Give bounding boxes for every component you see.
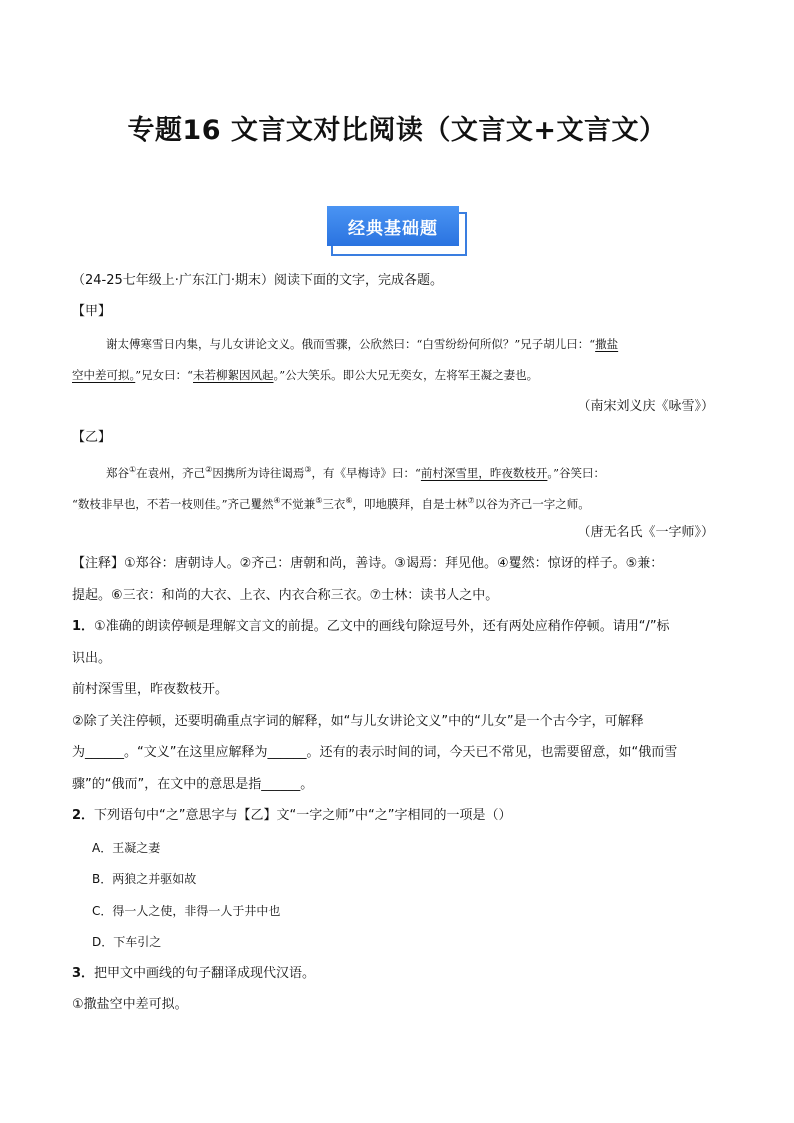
page-title: 专题16 文言文对比阅读（文言文+文言文） (127, 115, 667, 146)
intro-line: （24-25七年级上·广东江门·期末）阅读下面的文字，完成各题。 (72, 273, 444, 288)
jia-underline-1a: 撒盐 (595, 337, 619, 351)
q2-option-b: B．两狼之并驱如故 (92, 872, 197, 886)
section-badge (327, 206, 467, 254)
q1-number: 1． (72, 619, 95, 634)
badge-label: 经典基础题 (327, 206, 459, 246)
jia-source: （南宋刘义庆《咏雪》） (577, 399, 714, 414)
notes-line-1: 【注释】①郑谷：唐朝诗人。②齐己：唐朝和尚，善诗。③谒焉：拜见他。④矍然：惊讶的样子。⑤兼： (72, 556, 664, 571)
yi-source: （唐无名氏《一字师》） (577, 525, 714, 540)
q2-option-c: C．得一人之使，非得一人于井中也 (92, 904, 281, 918)
jia-passage-line-1: 谢太傅寒雪日内集，与儿女讲论文义。俄而雪骤，公欣然曰：“白雪纷纷何所似？”兄子胡儿曰：“撒盐 (106, 337, 619, 351)
jia-underline-1b: 空中差可拟。 (72, 368, 136, 382)
q2-number: 2． (72, 808, 95, 823)
q2-option-d: D．下车引之 (92, 935, 162, 949)
q1-line-3: 前村深雪里，昨夜数枝开。 (72, 682, 229, 697)
q2-stem: 2．下列语句中“之”意思字与【乙】文“一字之师”中“之”字相同的一项是（） (72, 808, 512, 823)
q3-number: 3． (72, 966, 95, 981)
q1-line-1: 1．①准确的朗读停顿是理解文言文的前提。乙文中的画线句除逗号外，还有两处应稍作停顿。请用“/”标 (72, 619, 670, 634)
yi-passage-line-1: 郑谷①在袁州，齐己②因携所为诗往谒焉③，有《早梅诗》曰：“前村深雪里，昨夜数枝开。”谷笑曰： (106, 465, 606, 480)
q2-option-a: A．王凝之妻 (92, 841, 161, 855)
q3-item-1: ①撒盐空中差可拟。 (72, 997, 188, 1012)
notes-line-2: 提起。⑥三衣：和尚的大衣、上衣、内衣合称三衣。⑦士林：读书人之中。 (72, 588, 499, 603)
q1-line-2: 识出。 (72, 651, 112, 666)
yi-passage-line-2: “数枝非早也，不若一枝则佳。”齐己矍然④不觉兼⑤三衣⑥，叩地膜拜，自是士林⑦以谷为齐己一字之师。 (72, 496, 590, 511)
yi-underline: 前村深雪里，昨夜数枝开 (420, 465, 548, 480)
jia-label: 【甲】 (72, 304, 112, 319)
jia-passage-line-2: 空中差可拟。”兄女曰：“未若柳絮因风起。”公大笑乐。即公大兄无奕女，左将军王凝之妻也。 (72, 368, 539, 382)
q1-line-5: 为______。“文义”在这里应解释为______。还有的表示时间的词，今天已不常见，也需要留意，如“俄而雪 (72, 745, 678, 760)
jia-underline-2: 未若柳絮因风起 (193, 368, 274, 382)
q1-line-6: 骤”的“俄而”，在文中的意思是指______。 (72, 777, 314, 792)
q3-stem: 3．把甲文中画线的句子翻译成现代汉语。 (72, 966, 316, 981)
q1-line-4: ②除了关注停顿，还要明确重点字词的解释，如“与儿女讲论文义”中的“儿女”是一个古今字，可解释 (72, 714, 644, 729)
yi-label: 【乙】 (72, 430, 112, 445)
